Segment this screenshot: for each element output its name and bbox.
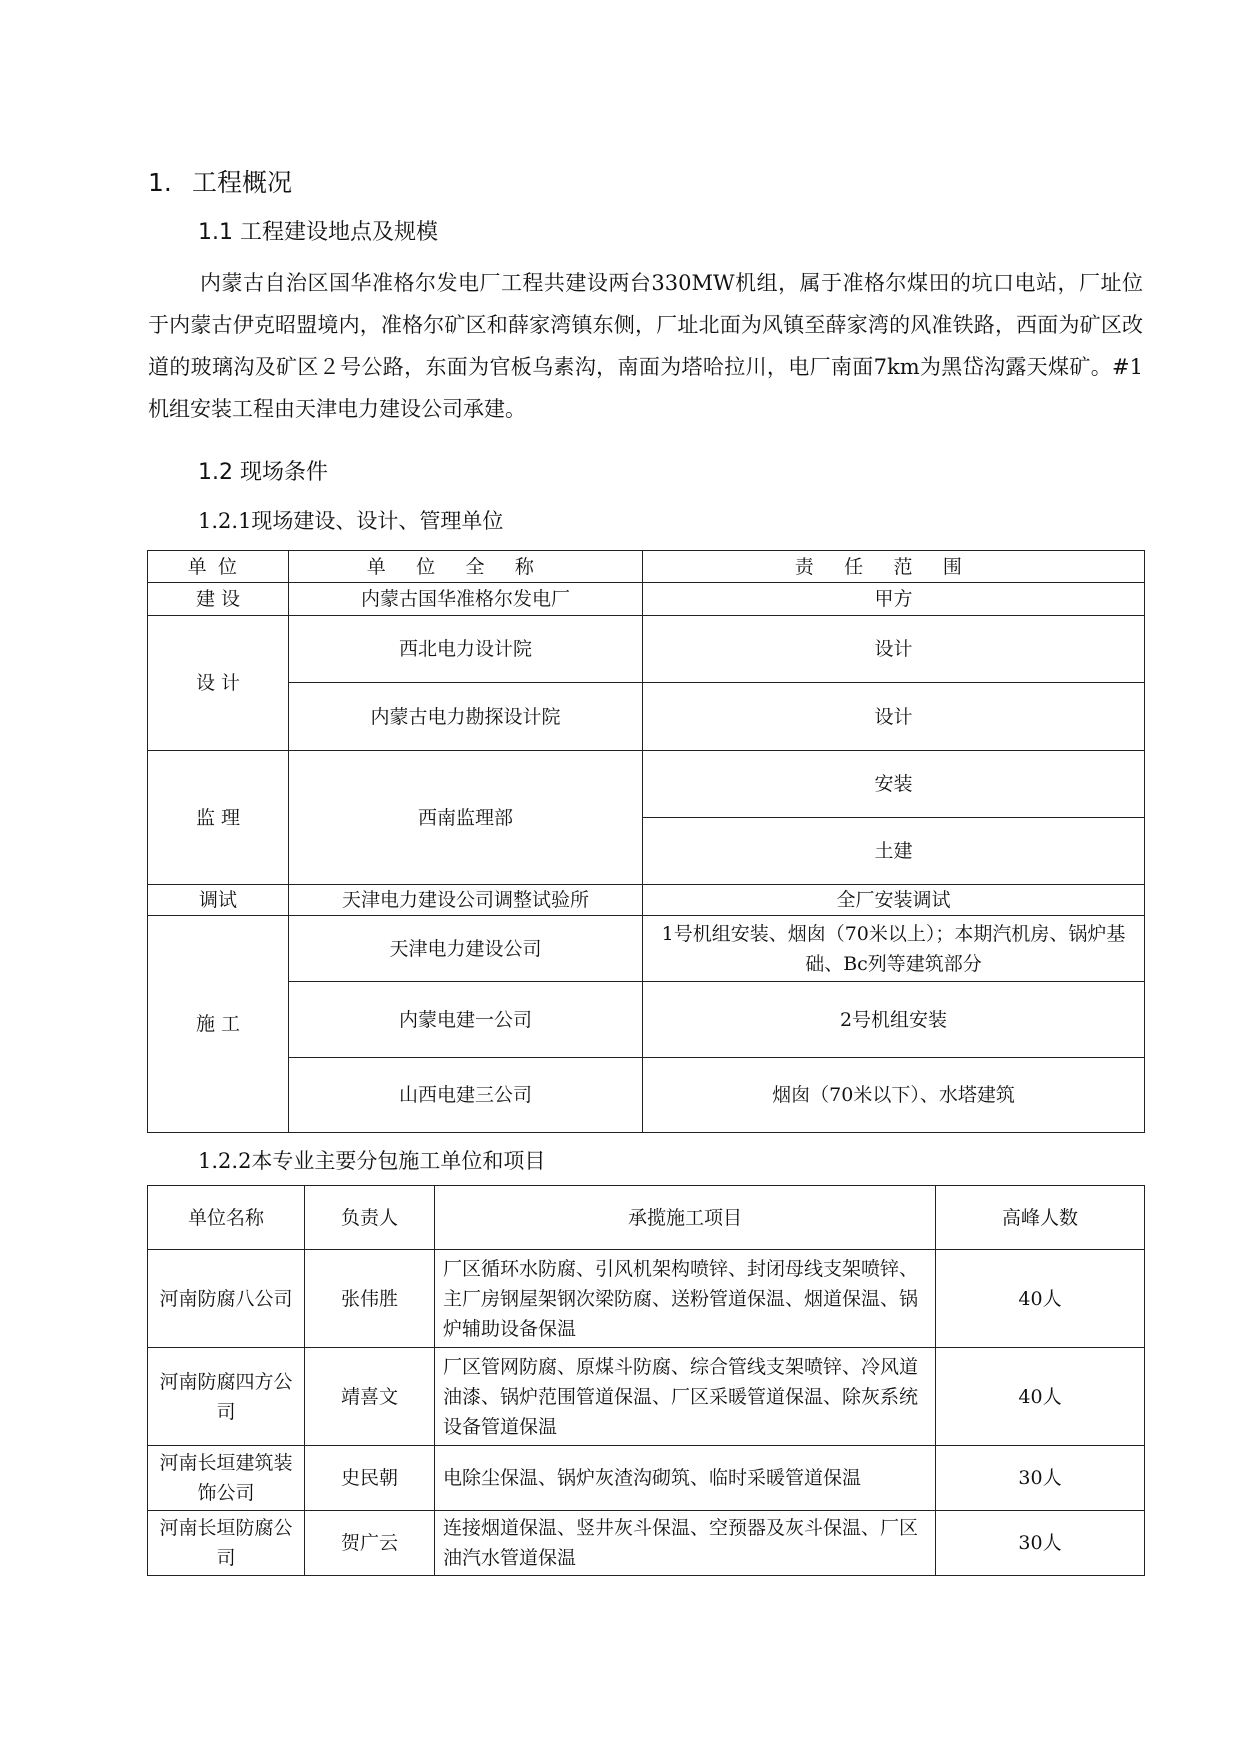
unit-cell: 建 设 <box>148 583 289 616</box>
unit-cell: 施 工 <box>148 916 289 1133</box>
table-row <box>148 1250 1145 1348</box>
subsection-1-2-2-title: 1.2.2本专业主要分包施工单位和项目 <box>198 1149 546 1173</box>
scope-cell: 全厂安装调试 <box>643 885 1145 916</box>
section-heading <box>148 163 292 199</box>
scope-cell: 安装 <box>643 751 1145 818</box>
units-table <box>147 550 1145 1133</box>
header-project: 承揽施工项目 <box>435 1186 936 1250</box>
peak-cell: 40人 <box>936 1250 1145 1348</box>
header-person: 负责人 <box>305 1186 435 1250</box>
name-cell: 西南监理部 <box>289 751 643 885</box>
unit-cell: 河南防腐八公司 <box>148 1250 305 1348</box>
table-row <box>148 885 1145 916</box>
name-cell: 天津电力建设公司 <box>289 916 643 982</box>
subsection-1-2-1-title: 1.2.1现场建设、设计、管理单位 <box>198 509 504 533</box>
scope-cell: 甲方 <box>643 583 1145 616</box>
header-scope: 责任范围 <box>643 551 1145 583</box>
table-row <box>148 583 1145 616</box>
scope-cell: 设计 <box>643 683 1145 751</box>
name-cell: 天津电力建设公司调整试验所 <box>289 885 643 916</box>
person-cell: 史民朝 <box>305 1446 435 1511</box>
subcontractors-table <box>147 1185 1145 1576</box>
name-cell: 内蒙电建一公司 <box>289 982 643 1058</box>
section-number: 1. <box>148 168 172 197</box>
unit-cell: 河南防腐四方公司 <box>148 1348 305 1446</box>
table-row <box>148 1058 1145 1133</box>
name-cell: 内蒙古电力勘探设计院 <box>289 683 643 751</box>
unit-cell: 河南长垣防腐公司 <box>148 1511 305 1576</box>
name-cell: 西北电力设计院 <box>289 616 643 683</box>
unit-cell: 设 计 <box>148 616 289 751</box>
header-unit: 单位 <box>148 551 289 583</box>
scope-cell: 烟囱（70米以下）、水塔建筑 <box>643 1058 1145 1133</box>
project-cell: 电除尘保温、锅炉灰渣沟砌筑、临时采暖管道保温 <box>435 1446 936 1511</box>
project-cell: 连接烟道保温、竖井灰斗保温、空预器及灰斗保温、厂区油汽水管道保温 <box>435 1511 936 1576</box>
project-overview-paragraph: 内蒙古自治区国华准格尔发电厂工程共建设两台330MW机组，属于准格尔煤田的坑口电站，厂址位于内蒙古伊克昭盟境内，准格尔矿区和薛家湾镇东侧，厂址北面为风镇至薛家湾的风准铁路，西面为矿区改道的玻璃沟及矿区２号公路，东面为官板乌素沟，南面为塔哈拉川，电厂南面7km为黑岱沟露天煤矿。#1机组安装工程由天津电力建设公司承建。 <box>148 271 1143 421</box>
scope-cell: 2号机组安装 <box>643 982 1145 1058</box>
table-row <box>148 1348 1145 1446</box>
unit-cell: 调试 <box>148 885 289 916</box>
project-cell: 厂区循环水防腐、引风机架构喷锌、封闭母线支架喷锌、主厂房钢屋架钢次梁防腐、送粉管道保温、烟道保温、锅炉辅助设备保温 <box>435 1250 936 1348</box>
table-row <box>148 751 1145 818</box>
person-cell: 贺广云 <box>305 1511 435 1576</box>
unit-cell: 监 理 <box>148 751 289 885</box>
table-row <box>148 683 1145 751</box>
scope-cell: 1号机组安装、烟囱（70米以上）；本期汽机房、锅炉基础、Bc列等建筑部分 <box>643 916 1145 982</box>
scope-cell: 设计 <box>643 616 1145 683</box>
header-full-name: 单位全称 <box>289 551 643 583</box>
table-header-row <box>148 1186 1145 1250</box>
scope-cell: 土建 <box>643 818 1145 885</box>
person-cell: 张伟胜 <box>305 1250 435 1348</box>
table-row <box>148 1511 1145 1576</box>
table-row <box>148 1446 1145 1511</box>
peak-cell: 30人 <box>936 1446 1145 1511</box>
person-cell: 靖喜文 <box>305 1348 435 1446</box>
table-row <box>148 616 1145 683</box>
peak-cell: 30人 <box>936 1511 1145 1576</box>
header-peak: 高峰人数 <box>936 1186 1145 1250</box>
table-row <box>148 916 1145 982</box>
table-row <box>148 982 1145 1058</box>
project-cell: 厂区管网防腐、原煤斗防腐、综合管线支架喷锌、冷风道油漆、锅炉范围管道保温、厂区采暖管道保温、除灰系统设备管道保温 <box>435 1348 936 1446</box>
name-cell: 内蒙古国华准格尔发电厂 <box>289 583 643 616</box>
subsection-1-2-title: 1.2 现场条件 <box>198 460 328 485</box>
subsection-1-1-title: 1.1 工程建设地点及规模 <box>198 220 438 245</box>
unit-cell: 河南长垣建筑装饰公司 <box>148 1446 305 1511</box>
peak-cell: 40人 <box>936 1348 1145 1446</box>
header-unit-name: 单位名称 <box>148 1186 305 1250</box>
table-header-row <box>148 551 1145 583</box>
name-cell: 山西电建三公司 <box>289 1058 643 1133</box>
section-title: 工程概况 <box>192 168 293 197</box>
